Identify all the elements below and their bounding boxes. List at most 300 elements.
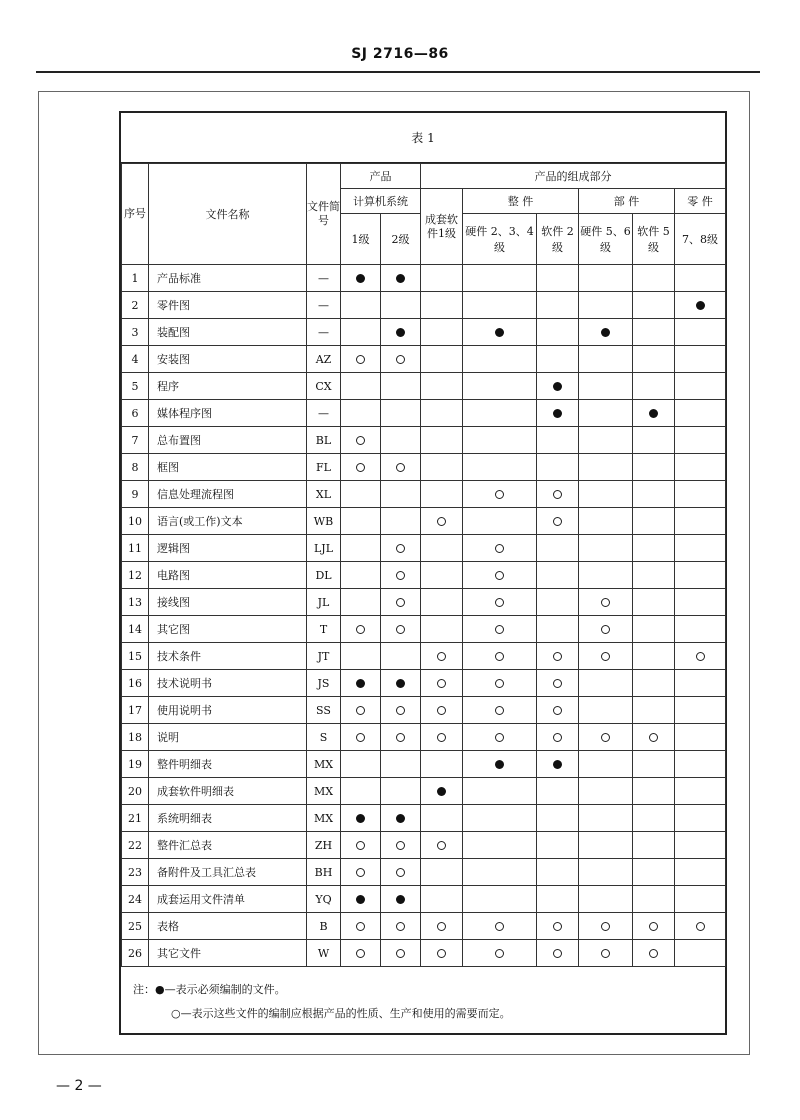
mark-cell — [633, 508, 675, 535]
row-seq: 9 — [122, 481, 149, 508]
table-row — [122, 508, 726, 535]
mark-cell — [381, 859, 421, 886]
optional-circle-icon — [356, 868, 365, 877]
mark-cell — [381, 373, 421, 400]
optional-circle-icon — [396, 733, 405, 742]
row-seq: 20 — [122, 778, 149, 805]
mark-cell — [341, 643, 381, 670]
optional-circle-icon — [553, 517, 562, 526]
table-row — [122, 751, 726, 778]
row-doc-code: JS — [307, 670, 341, 697]
mark-cell — [381, 832, 421, 859]
mark-cell — [463, 886, 537, 913]
mark-cell — [675, 265, 726, 292]
mark-cell — [579, 724, 633, 751]
optional-circle-icon — [396, 922, 405, 931]
mark-cell — [381, 751, 421, 778]
table-row — [122, 778, 726, 805]
mark-cell — [633, 535, 675, 562]
optional-circle-icon — [495, 652, 504, 661]
mark-cell — [381, 454, 421, 481]
required-dot-icon — [601, 328, 610, 337]
row-doc-name: 电路图 — [149, 562, 307, 589]
optional-circle-icon — [437, 679, 446, 688]
row-doc-code: AZ — [307, 346, 341, 373]
required-dot-icon — [356, 274, 365, 283]
mark-cell — [579, 481, 633, 508]
mark-cell — [537, 697, 579, 724]
mark-cell — [579, 913, 633, 940]
mark-cell — [381, 670, 421, 697]
mark-cell — [537, 805, 579, 832]
optional-circle-icon — [601, 625, 610, 634]
row-doc-code: W — [307, 940, 341, 967]
optional-circle-icon — [601, 922, 610, 931]
mark-cell — [579, 805, 633, 832]
col-part-header: 零 件 — [675, 189, 726, 214]
mark-cell — [341, 913, 381, 940]
mark-cell — [675, 589, 726, 616]
required-dot-icon — [356, 814, 365, 823]
optional-circle-icon — [356, 841, 365, 850]
required-dot-icon — [396, 895, 405, 904]
mark-cell — [633, 589, 675, 616]
mark-cell — [579, 265, 633, 292]
col-product-header: 产品 — [341, 164, 421, 189]
optional-circle-icon — [553, 652, 562, 661]
row-doc-name: 整件明细表 — [149, 751, 307, 778]
mark-cell — [537, 265, 579, 292]
mark-cell — [675, 454, 726, 481]
row-seq: 24 — [122, 886, 149, 913]
optional-circle-icon — [396, 625, 405, 634]
mark-cell — [675, 643, 726, 670]
row-doc-name: 其它文件 — [149, 940, 307, 967]
row-doc-name: 整件汇总表 — [149, 832, 307, 859]
row-seq: 26 — [122, 940, 149, 967]
optional-circle-icon — [495, 706, 504, 715]
mark-cell — [579, 562, 633, 589]
row-doc-code: ZH — [307, 832, 341, 859]
mark-cell — [537, 481, 579, 508]
optional-circle-icon — [356, 949, 365, 958]
row-doc-code: B — [307, 913, 341, 940]
required-dot-icon — [396, 274, 405, 283]
row-doc-code: JL — [307, 589, 341, 616]
col-level-1: 1级 — [341, 214, 381, 265]
mark-cell — [421, 346, 463, 373]
mark-cell — [381, 481, 421, 508]
mark-cell — [633, 832, 675, 859]
col-level-2: 2级 — [381, 214, 421, 265]
row-doc-code: WB — [307, 508, 341, 535]
table-row — [122, 562, 726, 589]
row-seq: 4 — [122, 346, 149, 373]
optional-circle-icon — [553, 922, 562, 931]
table-row — [122, 859, 726, 886]
optional-circle-icon — [601, 949, 610, 958]
mark-cell — [421, 535, 463, 562]
mark-cell — [341, 778, 381, 805]
col-level-78: 7、8级 — [675, 214, 726, 265]
optional-circle-icon — [495, 949, 504, 958]
mark-cell — [463, 508, 537, 535]
mark-cell — [537, 670, 579, 697]
mark-cell — [633, 454, 675, 481]
mark-cell — [341, 535, 381, 562]
mark-cell — [633, 400, 675, 427]
mark-cell — [537, 940, 579, 967]
row-seq: 14 — [122, 616, 149, 643]
mark-cell — [381, 535, 421, 562]
mark-cell — [537, 508, 579, 535]
mark-cell — [579, 589, 633, 616]
table-row — [122, 940, 726, 967]
mark-cell — [381, 724, 421, 751]
mark-cell — [421, 778, 463, 805]
mark-cell — [463, 643, 537, 670]
optional-circle-icon — [396, 355, 405, 364]
row-doc-code: S — [307, 724, 341, 751]
mark-cell — [341, 508, 381, 535]
optional-circle-icon — [356, 463, 365, 472]
mark-cell — [537, 913, 579, 940]
mark-cell — [463, 346, 537, 373]
required-dot-icon — [356, 895, 365, 904]
mark-cell — [421, 724, 463, 751]
row-doc-name: 总布置图 — [149, 427, 307, 454]
mark-cell — [675, 292, 726, 319]
table-row — [122, 319, 726, 346]
mark-cell — [381, 886, 421, 913]
mark-cell — [463, 427, 537, 454]
mark-cell — [463, 670, 537, 697]
required-dot-icon — [396, 679, 405, 688]
optional-circle-icon — [356, 625, 365, 634]
optional-circle-icon — [396, 544, 405, 553]
row-doc-name: 零件图 — [149, 292, 307, 319]
row-doc-name: 技术说明书 — [149, 670, 307, 697]
row-doc-name: 表格 — [149, 913, 307, 940]
row-seq: 11 — [122, 535, 149, 562]
optional-circle-icon — [495, 733, 504, 742]
mark-cell — [675, 427, 726, 454]
mark-cell — [579, 778, 633, 805]
row-doc-code: MX — [307, 751, 341, 778]
mark-cell — [421, 616, 463, 643]
mark-cell — [341, 265, 381, 292]
mark-cell — [579, 292, 633, 319]
mark-cell — [675, 886, 726, 913]
table-row — [122, 913, 726, 940]
optional-circle-icon — [396, 598, 405, 607]
mark-cell — [633, 670, 675, 697]
optional-circle-icon — [553, 679, 562, 688]
mark-cell — [421, 859, 463, 886]
row-doc-code: — — [307, 265, 341, 292]
row-seq: 17 — [122, 697, 149, 724]
table-row — [122, 535, 726, 562]
mark-cell — [421, 292, 463, 319]
mark-cell — [421, 832, 463, 859]
mark-cell — [579, 832, 633, 859]
mark-cell — [421, 481, 463, 508]
mark-cell — [537, 535, 579, 562]
mark-cell — [341, 616, 381, 643]
mark-cell — [633, 616, 675, 643]
mark-cell — [675, 697, 726, 724]
mark-cell — [675, 400, 726, 427]
mark-cell — [537, 427, 579, 454]
table-row — [122, 292, 726, 319]
table-row — [122, 805, 726, 832]
mark-cell — [633, 886, 675, 913]
mark-cell — [675, 319, 726, 346]
mark-cell — [579, 373, 633, 400]
optional-circle-icon — [356, 706, 365, 715]
optional-circle-icon — [601, 598, 610, 607]
optional-circle-icon — [553, 733, 562, 742]
table-row — [122, 886, 726, 913]
col-set-software-header: 成套软件1级 — [421, 189, 463, 265]
col-seq-header: 序号 — [122, 164, 149, 265]
row-doc-name: 接线图 — [149, 589, 307, 616]
col-sw-5: 软件 5级 — [633, 214, 675, 265]
mark-cell — [463, 535, 537, 562]
table-row — [122, 643, 726, 670]
row-doc-code: — — [307, 319, 341, 346]
mark-cell — [421, 589, 463, 616]
mark-cell — [341, 481, 381, 508]
required-dot-icon — [696, 301, 705, 310]
row-doc-name: 语言(或工作)文本 — [149, 508, 307, 535]
mark-cell — [421, 427, 463, 454]
mark-cell — [633, 481, 675, 508]
row-seq: 10 — [122, 508, 149, 535]
row-doc-name: 信息处理流程图 — [149, 481, 307, 508]
row-doc-name: 产品标准 — [149, 265, 307, 292]
col-sw-2: 软件 2级 — [537, 214, 579, 265]
mark-cell — [463, 616, 537, 643]
table-notes — [119, 969, 727, 1035]
optional-circle-icon — [356, 436, 365, 445]
mark-cell — [463, 454, 537, 481]
row-doc-name: 说明 — [149, 724, 307, 751]
mark-cell — [341, 400, 381, 427]
optional-circle-icon — [649, 733, 658, 742]
col-components-header: 产品的组成部分 — [421, 164, 726, 189]
row-doc-name: 备附件及工具汇总表 — [149, 859, 307, 886]
mark-cell — [633, 805, 675, 832]
row-doc-code: SS — [307, 697, 341, 724]
mark-cell — [341, 454, 381, 481]
mark-cell — [463, 832, 537, 859]
mark-cell — [633, 778, 675, 805]
mark-cell — [675, 670, 726, 697]
required-dot-icon — [495, 328, 504, 337]
mark-cell — [341, 373, 381, 400]
mark-cell — [579, 616, 633, 643]
mark-cell — [381, 589, 421, 616]
optional-circle-icon — [356, 922, 365, 931]
row-doc-code: BL — [307, 427, 341, 454]
mark-cell — [579, 859, 633, 886]
optional-circle-icon — [396, 868, 405, 877]
mark-cell — [579, 427, 633, 454]
mark-cell — [537, 562, 579, 589]
table-row — [122, 454, 726, 481]
required-dot-icon — [553, 382, 562, 391]
row-doc-name: 媒体程序图 — [149, 400, 307, 427]
mark-cell — [579, 940, 633, 967]
mark-cell — [421, 562, 463, 589]
mark-cell — [633, 265, 675, 292]
mark-cell — [579, 346, 633, 373]
optional-circle-icon — [495, 571, 504, 580]
mark-cell — [341, 346, 381, 373]
row-doc-code: XL — [307, 481, 341, 508]
optional-circle-icon — [553, 706, 562, 715]
optional-circle-icon — [495, 598, 504, 607]
row-seq: 25 — [122, 913, 149, 940]
row-doc-code: MX — [307, 778, 341, 805]
row-doc-code: — — [307, 400, 341, 427]
table-row — [122, 346, 726, 373]
mark-cell — [579, 886, 633, 913]
table-title: 表 1 — [121, 113, 725, 163]
mark-cell — [341, 319, 381, 346]
table-row — [122, 832, 726, 859]
table-row — [122, 670, 726, 697]
col-computer-system-header: 计算机系统 — [341, 189, 421, 214]
mark-cell — [675, 832, 726, 859]
row-doc-name: 系统明细表 — [149, 805, 307, 832]
mark-cell — [537, 400, 579, 427]
optional-circle-icon — [437, 922, 446, 931]
mark-cell — [463, 265, 537, 292]
row-doc-name: 技术条件 — [149, 643, 307, 670]
mark-cell — [579, 643, 633, 670]
required-dot-icon — [437, 787, 446, 796]
row-doc-code: BH — [307, 859, 341, 886]
row-doc-name: 安装图 — [149, 346, 307, 373]
mark-cell — [421, 400, 463, 427]
mark-cell — [463, 562, 537, 589]
mark-cell — [675, 616, 726, 643]
row-doc-name: 逻辑图 — [149, 535, 307, 562]
mark-cell — [341, 724, 381, 751]
row-doc-code: LJL — [307, 535, 341, 562]
optional-circle-icon — [495, 679, 504, 688]
table-row — [122, 400, 726, 427]
mark-cell — [341, 670, 381, 697]
optional-circle-icon — [437, 841, 446, 850]
mark-cell — [579, 751, 633, 778]
mark-cell — [537, 778, 579, 805]
mark-cell — [579, 508, 633, 535]
mark-cell — [421, 940, 463, 967]
mark-cell — [341, 940, 381, 967]
mark-cell — [421, 373, 463, 400]
mark-cell — [675, 778, 726, 805]
note-filled-dot: 注：●—表示必须编制的文件。 — [133, 983, 286, 996]
mark-cell — [675, 562, 726, 589]
mark-cell — [633, 697, 675, 724]
optional-circle-icon — [495, 625, 504, 634]
mark-cell — [537, 751, 579, 778]
mark-cell — [633, 859, 675, 886]
col-assembly-header: 部 件 — [579, 189, 675, 214]
optional-circle-icon — [495, 544, 504, 553]
mark-cell — [463, 805, 537, 832]
mark-cell — [341, 292, 381, 319]
row-seq: 1 — [122, 265, 149, 292]
mark-cell — [675, 373, 726, 400]
optional-circle-icon — [553, 490, 562, 499]
mark-cell — [537, 832, 579, 859]
page-number: — 2 — — [56, 1078, 102, 1094]
mark-cell — [633, 292, 675, 319]
mark-cell — [463, 778, 537, 805]
mark-cell — [381, 643, 421, 670]
col-name-header: 文件名称 — [149, 164, 307, 265]
mark-cell — [633, 913, 675, 940]
table-row — [122, 373, 726, 400]
header-rule — [36, 71, 760, 73]
mark-cell — [381, 913, 421, 940]
required-dot-icon — [396, 814, 405, 823]
row-doc-name: 使用说明书 — [149, 697, 307, 724]
optional-circle-icon — [553, 949, 562, 958]
optional-circle-icon — [356, 355, 365, 364]
mark-cell — [633, 751, 675, 778]
mark-cell — [341, 427, 381, 454]
table-1 — [119, 111, 727, 1035]
table-row — [122, 589, 726, 616]
mark-cell — [675, 535, 726, 562]
mark-cell — [381, 562, 421, 589]
row-doc-name: 装配图 — [149, 319, 307, 346]
mark-cell — [381, 508, 421, 535]
mark-cell — [633, 427, 675, 454]
mark-cell — [537, 643, 579, 670]
mark-cell — [633, 724, 675, 751]
row-doc-code: MX — [307, 805, 341, 832]
mark-cell — [341, 562, 381, 589]
optional-circle-icon — [601, 652, 610, 661]
row-seq: 7 — [122, 427, 149, 454]
required-dot-icon — [553, 409, 562, 418]
optional-circle-icon — [601, 733, 610, 742]
row-seq: 15 — [122, 643, 149, 670]
mark-cell — [381, 292, 421, 319]
optional-circle-icon — [396, 949, 405, 958]
optional-circle-icon — [696, 922, 705, 931]
optional-circle-icon — [437, 733, 446, 742]
mark-cell — [421, 913, 463, 940]
mark-cell — [463, 751, 537, 778]
row-seq: 2 — [122, 292, 149, 319]
optional-circle-icon — [356, 733, 365, 742]
optional-circle-icon — [495, 490, 504, 499]
mark-cell — [463, 400, 537, 427]
table-row — [122, 697, 726, 724]
mark-cell — [463, 319, 537, 346]
mark-cell — [537, 373, 579, 400]
mark-cell — [463, 859, 537, 886]
row-doc-code: YQ — [307, 886, 341, 913]
mark-cell — [537, 859, 579, 886]
